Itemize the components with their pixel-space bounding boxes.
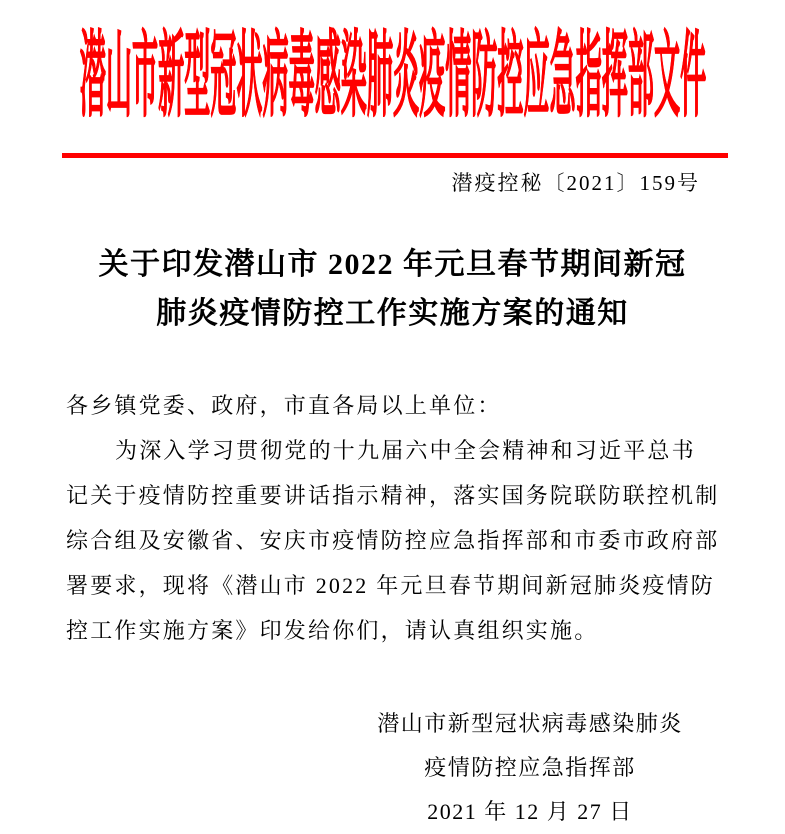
notice-title-line1: 关于印发潜山市 2022 年元旦春节期间新冠 xyxy=(98,248,687,281)
red-separator-line xyxy=(62,153,728,158)
notice-title-line2: 肺炎疫情防控工作实施方案的通知 xyxy=(156,297,629,330)
body-line: 记关于疫情防控重要讲话指示精神，落实国务院联防联控机制 xyxy=(66,483,720,508)
document-number: 潜疫控秘〔2021〕159号 xyxy=(451,171,700,195)
signature-date: 2021 年 12 月 27 日 xyxy=(427,799,633,824)
salutation-line: 各乡镇党委、政府，市直各局以上单位： xyxy=(66,393,502,418)
body-line: 控工作实施方案》印发给你们，请认真组织实施。 xyxy=(66,618,599,643)
notice-body xyxy=(66,383,730,653)
body-line: 署要求，现将《潜山市 2022 年元旦春节期间新冠肺炎疫情防 xyxy=(66,573,716,598)
signature-org-line2: 疫情防控应急指挥部 xyxy=(424,755,636,780)
body-line: 为深入学习贯彻党的十九届六中全会精神和习近平总书 xyxy=(115,438,696,463)
signature-org-line1: 潜山市新型冠状病毒感染肺炎 xyxy=(377,711,683,736)
red-header-org-title: 潜山市新型冠状病毒感染肺炎疫情防控应急指挥部文件 xyxy=(79,23,706,129)
body-line: 综合组及安徽省、安庆市疫情防控应急指挥部和市委市政府部 xyxy=(66,528,720,553)
notice-title xyxy=(0,240,785,338)
signature-block xyxy=(330,702,730,834)
